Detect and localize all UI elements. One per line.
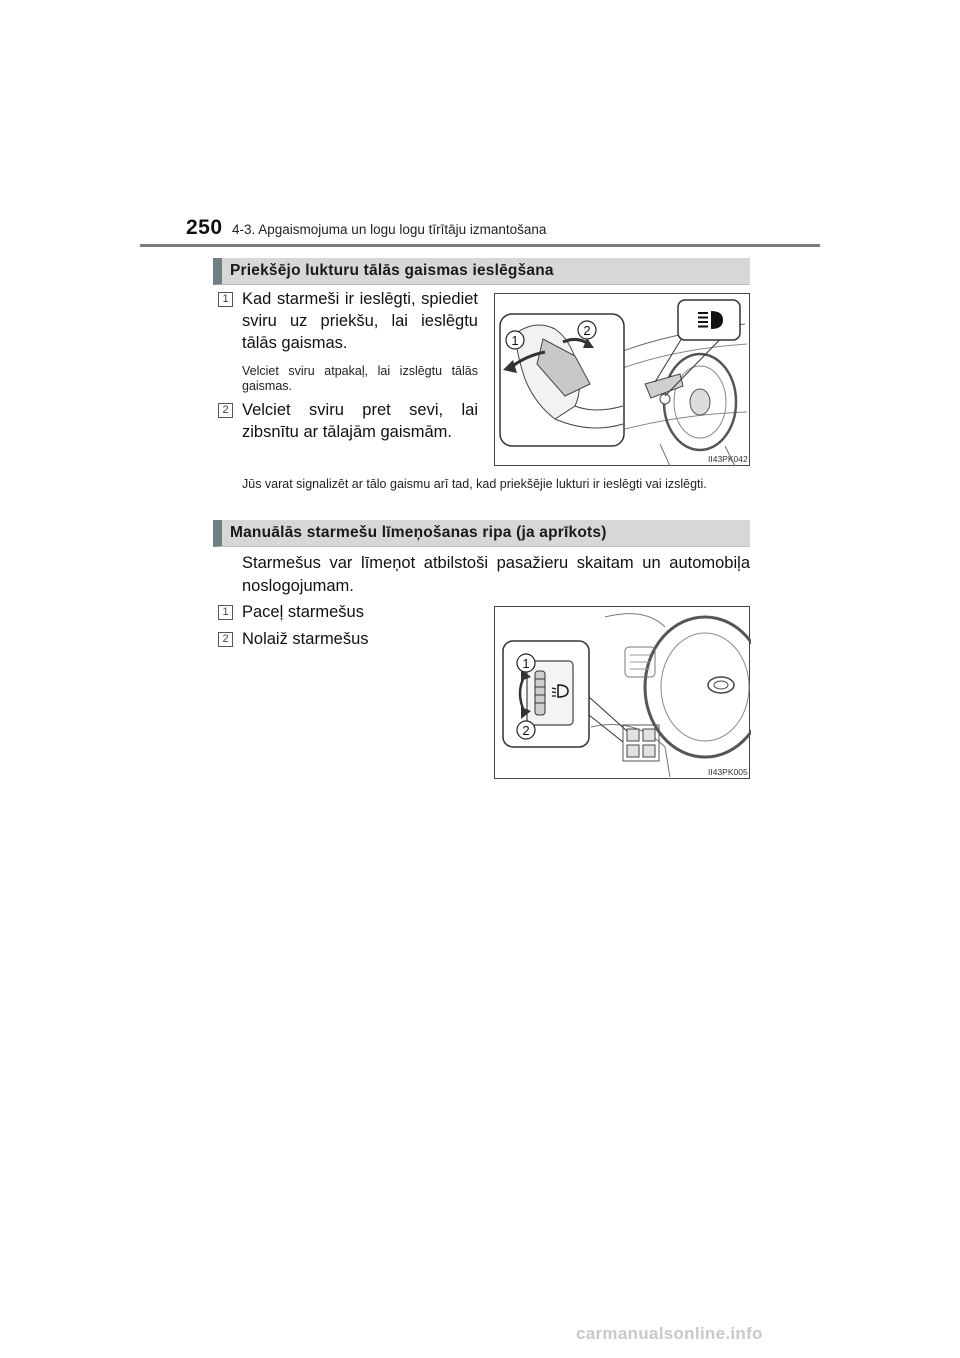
headlight-level-icon — [550, 680, 572, 702]
section-heading-text: Manuālās starmešu līmeņošanas ripa (ja aprīkots) — [230, 524, 607, 541]
callout-1: 1 — [522, 656, 530, 671]
leveling-step-2-text: Nolaiž starmešus — [242, 630, 369, 648]
step-marker-2: 2 — [218, 403, 233, 418]
callout-2: 2 — [583, 323, 591, 338]
step-marker-1: 1 — [218, 292, 233, 307]
dial-drawing — [495, 607, 751, 780]
callout-2: 2 — [522, 723, 530, 738]
chapter-title: 4-3. Apgaismojuma un logu logu tīrītāju izmantošana — [232, 222, 547, 237]
high-beam-icon — [695, 308, 725, 332]
section-heading-high-beam — [213, 258, 750, 285]
illustration-leveling-dial — [494, 606, 750, 779]
leveling-step-1-text: Paceļ starmešus — [242, 603, 364, 621]
section2-intro: Starmešus var līmeņot atbilstoši pasažieru skaitam un automobiļa noslogojumam. — [242, 554, 750, 595]
watermark: carmanualsonline.info — [576, 1324, 763, 1343]
step-marker-1: 1 — [218, 605, 233, 620]
step-marker-2: 2 — [218, 632, 233, 647]
step-2-text: Velciet sviru pret sevi, lai zibsnītu ar tālajām gaismām. — [242, 401, 478, 441]
header-rule — [140, 244, 820, 247]
callout-1: 1 — [511, 333, 519, 348]
illustration-code: II43PK005 — [708, 767, 748, 777]
section-heading-text: Priekšējo lukturu tālās gaismas ieslēgšana — [230, 262, 554, 279]
section1-footnote: Jūs varat signalizēt ar tālo gaismu arī tad, kad priekšējie lukturi ir ieslēgti vai izslēgti. — [242, 477, 707, 491]
page-number: 250 — [186, 216, 223, 239]
illustration-code: II43PK042 — [708, 454, 748, 464]
illustration-high-beam-lever — [494, 293, 750, 466]
section-heading-leveling — [213, 520, 750, 547]
step-1-text: Kad starmeši ir ieslēgti, spiediet sviru uz priekšu, lai ieslēgtu tālās gaismas. — [242, 290, 478, 352]
step-1-note: Velciet sviru atpakaļ, lai izslēgtu tālās gaismas. — [242, 364, 478, 393]
